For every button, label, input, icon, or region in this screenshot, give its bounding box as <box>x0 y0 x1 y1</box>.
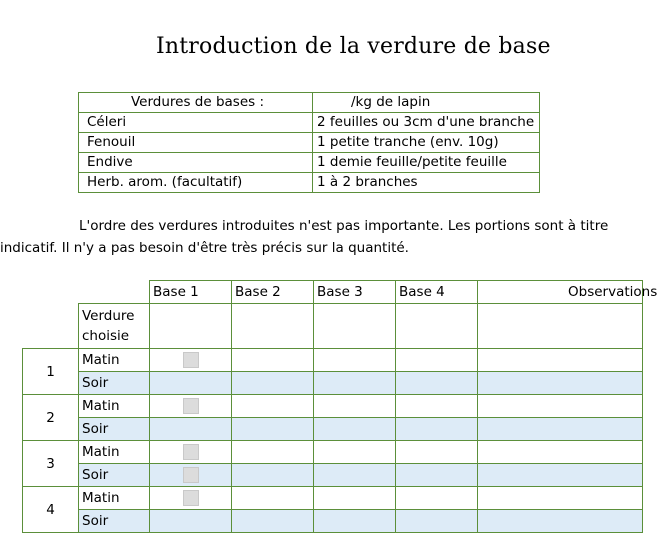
checkbox[interactable] <box>183 444 199 460</box>
header-base-4: Base 4 <box>396 281 478 304</box>
table-row <box>79 113 540 133</box>
base-cell[interactable] <box>396 418 478 441</box>
day-number: 3 <box>23 441 79 487</box>
base-cell[interactable] <box>396 510 478 533</box>
base-cell[interactable] <box>232 464 314 487</box>
verdure-name: Fenouil <box>79 133 313 153</box>
matin-label: Matin <box>79 487 150 510</box>
base-cell[interactable] <box>396 487 478 510</box>
table-row <box>79 173 540 193</box>
base-cell[interactable] <box>150 510 232 533</box>
day-number: 4 <box>23 487 79 533</box>
base-cell[interactable] <box>232 510 314 533</box>
observation-cell[interactable] <box>478 395 643 418</box>
table-row <box>23 418 643 441</box>
verdure-portion: 2 feuilles ou 3cm d'une branche <box>313 113 540 133</box>
header-base-2: Base 2 <box>232 281 314 304</box>
base-cell[interactable] <box>150 464 232 487</box>
base-cell[interactable] <box>314 395 396 418</box>
checkbox[interactable] <box>183 467 199 483</box>
base-cell[interactable] <box>314 441 396 464</box>
verdure-cell[interactable] <box>314 304 396 349</box>
day-number: 1 <box>23 349 79 395</box>
table-row <box>79 153 540 173</box>
base-cell[interactable] <box>150 349 232 372</box>
soir-label: Soir <box>79 372 150 395</box>
header-base-3: Base 3 <box>314 281 396 304</box>
base-cell[interactable] <box>150 487 232 510</box>
header-observations: Observations <box>478 281 643 304</box>
base-cell[interactable] <box>232 418 314 441</box>
base-cell[interactable] <box>232 372 314 395</box>
verdure-portion: 1 demie feuille/petite feuille <box>313 153 540 173</box>
base-cell[interactable] <box>396 372 478 395</box>
matin-label: Matin <box>79 395 150 418</box>
table-row <box>23 441 643 464</box>
base-cell[interactable] <box>314 510 396 533</box>
table-row <box>23 349 643 372</box>
base-cell[interactable] <box>150 372 232 395</box>
base-cell[interactable] <box>396 441 478 464</box>
base-cell[interactable] <box>232 441 314 464</box>
base-cell[interactable] <box>232 487 314 510</box>
soir-label: Soir <box>79 464 150 487</box>
verdure-choisie-row <box>23 304 643 349</box>
observation-cell[interactable] <box>478 372 643 395</box>
verdure-portion: 1 petite tranche (env. 10g) <box>313 133 540 153</box>
base-cell[interactable] <box>314 487 396 510</box>
base-cell[interactable] <box>314 464 396 487</box>
base-cell[interactable] <box>150 418 232 441</box>
observation-cell[interactable] <box>478 464 643 487</box>
base-cell[interactable] <box>396 395 478 418</box>
table-row <box>23 464 643 487</box>
grid-header-row <box>23 281 643 304</box>
base-cell[interactable] <box>396 464 478 487</box>
verdure-portion: 1 à 2 branches <box>313 173 540 193</box>
verdures-table-header <box>79 93 540 113</box>
table-row <box>79 133 540 153</box>
observation-cell[interactable] <box>478 349 643 372</box>
checkbox[interactable] <box>183 352 199 368</box>
checkbox[interactable] <box>183 490 199 506</box>
observation-cell[interactable] <box>478 487 643 510</box>
matin-label: Matin <box>79 441 150 464</box>
header-per-kg: /kg de lapin <box>313 93 540 113</box>
verdures-table <box>78 92 540 193</box>
soir-label: Soir <box>79 418 150 441</box>
tracking-grid <box>22 280 657 533</box>
paragraph-line-1: L'ordre des verdures introduites n'est pas importante. Les portions sont à titre <box>79 218 609 234</box>
matin-label: Matin <box>79 349 150 372</box>
page-title: Introduction de la verdure de base <box>156 34 551 59</box>
table-row <box>23 395 643 418</box>
observation-cell[interactable] <box>478 510 643 533</box>
observation-cell[interactable] <box>478 418 643 441</box>
base-cell[interactable] <box>232 349 314 372</box>
verdure-name: Herb. arom. (facultatif) <box>79 173 313 193</box>
verdure-choisie-label: Verdure choisie <box>79 304 150 349</box>
verdure-cell[interactable] <box>232 304 314 349</box>
soir-label: Soir <box>79 510 150 533</box>
table-row <box>23 372 643 395</box>
day-number: 2 <box>23 395 79 441</box>
verdure-name: Endive <box>79 153 313 173</box>
base-cell[interactable] <box>150 395 232 418</box>
table-row <box>23 510 643 533</box>
base-cell[interactable] <box>314 349 396 372</box>
instructions-paragraph <box>0 215 609 259</box>
observation-cell[interactable] <box>478 304 643 349</box>
base-cell[interactable] <box>314 418 396 441</box>
base-cell[interactable] <box>314 372 396 395</box>
base-cell[interactable] <box>232 395 314 418</box>
verdure-name: Céleri <box>79 113 313 133</box>
verdure-cell[interactable] <box>150 304 232 349</box>
header-verdures: Verdures de bases : <box>79 93 313 113</box>
header-base-1: Base 1 <box>150 281 232 304</box>
verdure-cell[interactable] <box>396 304 478 349</box>
checkbox[interactable] <box>183 398 199 414</box>
base-cell[interactable] <box>396 349 478 372</box>
observation-cell[interactable] <box>478 441 643 464</box>
base-cell[interactable] <box>150 441 232 464</box>
table-row <box>23 487 643 510</box>
paragraph-line-2: indicatif. Il n'y a pas besoin d'être très précis sur la quantité. <box>0 240 409 256</box>
